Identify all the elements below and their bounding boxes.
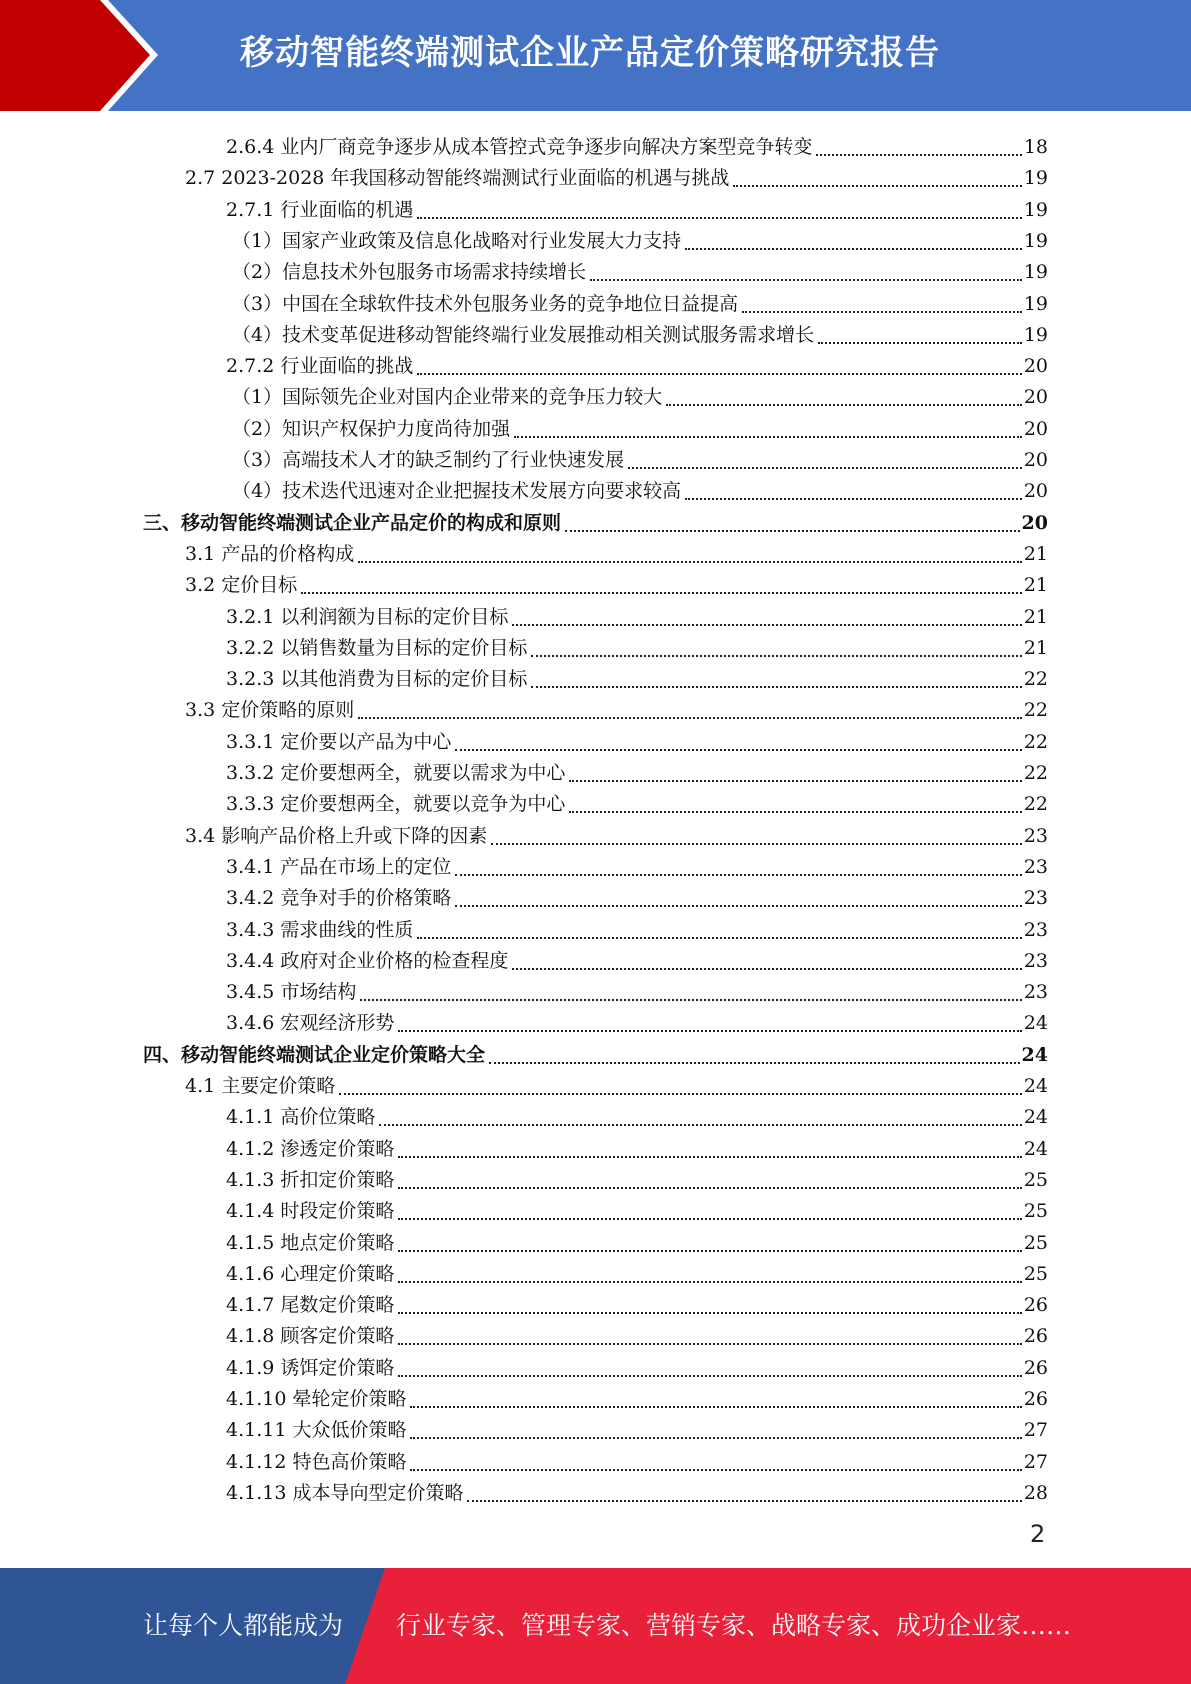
- toc-entry[interactable]: [232, 285, 1048, 316]
- toc-entry-page: 24: [1023, 1137, 1048, 1160]
- toc-entry[interactable]: [143, 1036, 1048, 1067]
- toc-entry-title: 3.2.1 以利润额为目标的定价目标: [226, 605, 509, 628]
- toc-entry-title: （3）中国在全球软件技术外包服务业务的竞争地位日益提高: [232, 292, 739, 315]
- toc-dot-leader: [417, 195, 1021, 219]
- footer-slogan-right: 行业专家、管理专家、营销专家、战略专家、成功企业家……: [396, 1611, 1072, 1640]
- toc-entry-title: 3.3 定价策略的原则: [185, 699, 355, 722]
- toc-dot-leader: [398, 1008, 1021, 1032]
- toc-entry[interactable]: [226, 942, 1048, 973]
- toc-entry[interactable]: [226, 1255, 1048, 1286]
- toc-entry[interactable]: [226, 973, 1048, 1004]
- report-title: 移动智能终端测试企业产品定价策略研究报告: [240, 33, 940, 73]
- toc-dot-leader: [491, 821, 1022, 845]
- toc-entry-page: 27: [1023, 1419, 1048, 1442]
- toc-entry-title: 4.1.12 特色高价策略: [226, 1450, 407, 1473]
- toc-dot-leader: [569, 789, 1021, 813]
- toc-entry-title: （4）技术变革促进移动智能终端行业发展推动相关测试服务需求增长: [232, 323, 815, 346]
- toc-entry[interactable]: [226, 1317, 1048, 1348]
- toc-entry-title: 3.4.6 宏观经济形势: [226, 1012, 395, 1035]
- toc-dot-leader: [816, 132, 1021, 156]
- toc-entry-page: 22: [1023, 793, 1048, 816]
- page-footer: [0, 1568, 1191, 1684]
- toc-entry[interactable]: [232, 441, 1048, 472]
- toc-entry[interactable]: [226, 911, 1048, 942]
- toc-entry[interactable]: [226, 347, 1048, 378]
- toc-entry-title: 4.1.7 尾数定价策略: [226, 1294, 395, 1317]
- toc-dot-leader: [398, 1259, 1021, 1283]
- toc-dot-leader: [358, 695, 1022, 719]
- toc-entry-page: 23: [1023, 981, 1048, 1004]
- toc-entry[interactable]: [226, 1098, 1048, 1129]
- toc-entry[interactable]: [232, 410, 1048, 441]
- toc-entry[interactable]: [226, 1474, 1048, 1505]
- toc-entry-title: 3.3.2 定价要想两全，就要以需求为中心: [226, 762, 566, 784]
- toc-entry-page: 19: [1023, 292, 1048, 315]
- toc-entry-page: 28: [1023, 1481, 1048, 1504]
- toc-entry-page: 25: [1023, 1231, 1048, 1254]
- toc-entry-page: 25: [1023, 1200, 1048, 1223]
- toc-entry-title: 3.2.3 以其他消费为目标的定价目标: [226, 668, 528, 691]
- toc-entry-page: 24: [1023, 1106, 1048, 1129]
- toc-dot-leader: [628, 445, 1022, 469]
- toc-entry[interactable]: [226, 879, 1048, 910]
- toc-dot-leader: [455, 883, 1021, 907]
- toc-entry-page: 21: [1023, 605, 1048, 628]
- toc-entry[interactable]: [232, 472, 1048, 503]
- toc-dot-leader: [398, 1165, 1021, 1189]
- toc-dot-leader: [398, 1290, 1021, 1314]
- toc-dot-leader: [410, 1447, 1021, 1471]
- toc-entry-title: （1）国家产业政策及信息化战略对行业发展大力支持: [232, 229, 682, 252]
- toc-entry[interactable]: [185, 159, 1048, 190]
- toc-dot-leader: [590, 257, 1022, 281]
- toc-entry[interactable]: [226, 1192, 1048, 1223]
- toc-entry-page: 19: [1023, 323, 1048, 346]
- toc-entry-title: 2.7 2023-2028 年我国移动智能终端测试行业面临的机遇与挑战: [185, 167, 730, 190]
- toc-dot-leader: [398, 1321, 1021, 1345]
- toc-entry-page: 26: [1023, 1388, 1048, 1410]
- toc-entry-title: 3.4.2 竞争对手的价格策略: [226, 887, 452, 910]
- toc-entry[interactable]: [185, 566, 1048, 597]
- toc-entry[interactable]: [226, 754, 1048, 785]
- toc-entry-page: 22: [1023, 699, 1048, 722]
- toc-entry[interactable]: [143, 504, 1048, 535]
- toc-entry-title: 4.1.11 大众低价策略: [226, 1419, 407, 1442]
- toc-entry-page: 27: [1023, 1450, 1048, 1473]
- toc-entry[interactable]: [226, 1380, 1048, 1411]
- toc-entry-page: 24: [1021, 1043, 1048, 1066]
- toc-entry-page: 19: [1023, 167, 1048, 190]
- toc-entry-title: 4.1.5 地点定价策略: [226, 1231, 395, 1254]
- toc-entry-title: （3）高端技术人才的缺乏制约了行业快速发展: [232, 449, 625, 471]
- page-number: 2: [1030, 1520, 1046, 1548]
- toc-entry-page: 23: [1023, 855, 1048, 878]
- toc-entry-page: 25: [1023, 1262, 1048, 1285]
- toc-entry[interactable]: [232, 253, 1048, 284]
- toc-entry[interactable]: [226, 128, 1048, 159]
- toc-entry-page: 22: [1023, 730, 1048, 753]
- toc-entry-title: 3.1 产品的价格构成: [185, 542, 355, 565]
- toc-entry-page: 22: [1023, 762, 1048, 784]
- toc-entry[interactable]: [232, 316, 1048, 347]
- toc-entry-title: 3.3.1 定价要以产品为中心: [226, 730, 452, 753]
- toc-entry[interactable]: [226, 723, 1048, 754]
- toc-entry-page: 23: [1023, 949, 1048, 972]
- toc-dot-leader: [531, 633, 1021, 657]
- toc-dot-leader: [410, 1384, 1021, 1408]
- toc-dot-leader: [455, 852, 1021, 876]
- toc-dot-leader: [489, 1040, 1020, 1064]
- toc-dot-leader: [398, 1196, 1021, 1220]
- toc-entry[interactable]: [226, 1161, 1048, 1192]
- toc-dot-leader: [531, 664, 1021, 688]
- toc-entry[interactable]: [226, 660, 1048, 691]
- toc-dot-leader: [733, 163, 1021, 187]
- toc-entry-title: 四、移动智能终端测试企业定价策略大全: [143, 1043, 486, 1066]
- toc-dot-leader: [379, 1102, 1021, 1126]
- toc-entry[interactable]: [226, 629, 1048, 660]
- toc-entry-page: 20: [1023, 480, 1048, 503]
- toc-dot-leader: [514, 414, 1022, 438]
- toc-entry-page: 24: [1023, 1012, 1048, 1035]
- toc-dot-leader: [685, 226, 1022, 250]
- toc-entry-page: 26: [1023, 1294, 1048, 1317]
- toc-entry-page: 24: [1023, 1075, 1048, 1097]
- toc-entry[interactable]: [226, 848, 1048, 879]
- toc-entry[interactable]: [226, 191, 1048, 222]
- toc-dot-leader: [358, 539, 1022, 563]
- toc-entry[interactable]: [226, 1349, 1048, 1380]
- toc-dot-leader: [398, 1134, 1021, 1158]
- toc-entry-page: 20: [1023, 417, 1048, 440]
- toc-entry-page: 23: [1023, 824, 1048, 847]
- toc-entry-title: 4.1.2 渗透定价策略: [226, 1137, 395, 1160]
- toc-entry[interactable]: [232, 222, 1048, 253]
- toc-entry[interactable]: [226, 1286, 1048, 1317]
- toc-entry-title: 4.1.9 诱饵定价策略: [226, 1356, 395, 1379]
- toc-dot-leader: [569, 758, 1021, 782]
- toc-dot-leader: [512, 946, 1021, 970]
- toc-entry[interactable]: [185, 817, 1048, 848]
- toc-entry[interactable]: [185, 691, 1048, 722]
- toc-entry-page: 20: [1023, 386, 1048, 409]
- toc-entry-page: 21: [1023, 542, 1048, 565]
- toc-entry-title: 3.2 定价目标: [185, 574, 298, 597]
- toc-entry-page: 18: [1023, 136, 1048, 158]
- toc-entry[interactable]: [226, 1443, 1048, 1474]
- toc-entry-title: （2）信息技术外包服务市场需求持续增长: [232, 261, 587, 284]
- toc-entry-page: 26: [1023, 1356, 1048, 1379]
- toc-entry-title: （1）国际领先企业对国内企业带来的竞争压力较大: [232, 386, 663, 409]
- toc-dot-leader: [417, 915, 1021, 939]
- toc-entry-page: 23: [1023, 887, 1048, 910]
- toc-entry-title: 三、移动智能终端测试企业产品定价的构成和原则: [143, 511, 562, 534]
- toc-entry-title: 3.4 影响产品价格上升或下降的因素: [185, 824, 488, 847]
- toc-entry-page: 23: [1023, 918, 1048, 941]
- toc-dot-leader: [360, 977, 1021, 1001]
- toc-entry[interactable]: [226, 1224, 1048, 1255]
- toc-entry-title: （2）知识产权保护力度尚待加强: [232, 417, 511, 440]
- toc-entry-page: 19: [1023, 198, 1048, 221]
- toc-entry-page: 20: [1023, 449, 1048, 471]
- toc-dot-leader: [398, 1353, 1021, 1377]
- toc-entry-title: 3.4.4 政府对企业价格的检查程度: [226, 949, 509, 972]
- toc-dot-leader: [565, 508, 1020, 532]
- toc-dot-leader: [818, 320, 1022, 344]
- toc-entry-title: 3.2.2 以销售数量为目标的定价目标: [226, 636, 528, 659]
- toc-entry-title: 4.1.4 时段定价策略: [226, 1200, 395, 1223]
- page-header: [0, 0, 1191, 111]
- toc-entry[interactable]: [226, 1411, 1048, 1442]
- toc-entry-page: 19: [1023, 229, 1048, 252]
- toc-entry-title: 3.4.1 产品在市场上的定位: [226, 855, 452, 878]
- toc-entry-page: 25: [1023, 1168, 1048, 1191]
- toc-entry-title: 4.1.6 心理定价策略: [226, 1262, 395, 1285]
- toc-entry-title: 3.4.5 市场结构: [226, 981, 357, 1004]
- toc-dot-leader: [512, 602, 1021, 626]
- toc-entry[interactable]: [226, 785, 1048, 816]
- toc-entry-page: 20: [1023, 355, 1048, 378]
- toc-entry-title: 4.1.8 顾客定价策略: [226, 1325, 395, 1348]
- toc-entry-page: 21: [1023, 574, 1048, 597]
- toc-dot-leader: [742, 289, 1022, 313]
- toc-entry-title: 3.4.3 需求曲线的性质: [226, 918, 414, 941]
- toc-entry-title: 4.1.10 晕轮定价策略: [226, 1388, 407, 1410]
- toc-dot-leader: [410, 1415, 1021, 1439]
- toc-dot-leader: [301, 570, 1022, 594]
- toc-dot-leader: [455, 727, 1021, 751]
- toc-entry-title: 2.7.2 行业面临的挑战: [226, 355, 414, 378]
- toc-entry-title: 2.6.4 业内厂商竞争逐步从成本管控式竞争逐步向解决方案型竞争转变: [226, 136, 813, 158]
- footer-slogan-left: 让每个人都能成为: [143, 1611, 344, 1640]
- toc-dot-leader: [398, 1228, 1021, 1252]
- toc-dot-leader: [666, 382, 1022, 406]
- toc-entry[interactable]: [226, 1004, 1048, 1035]
- toc-entry[interactable]: [185, 1067, 1048, 1098]
- toc-dot-leader: [467, 1478, 1021, 1502]
- toc-entry-page: 22: [1023, 668, 1048, 691]
- toc-entry[interactable]: [226, 598, 1048, 629]
- toc-entry-page: 19: [1023, 261, 1048, 284]
- toc-entry-page: 20: [1021, 511, 1048, 534]
- toc-entry[interactable]: [232, 378, 1048, 409]
- toc-entry-title: 4.1 主要定价策略: [185, 1075, 336, 1097]
- toc-dot-leader: [417, 351, 1021, 375]
- toc-entry-page: 26: [1023, 1325, 1048, 1348]
- toc-entry[interactable]: [226, 1130, 1048, 1161]
- toc-entry-title: 4.1.13 成本导向型定价策略: [226, 1481, 464, 1504]
- toc-entry-page: 21: [1023, 636, 1048, 659]
- toc-entry-title: 3.3.3 定价要想两全，就要以竞争为中心: [226, 793, 566, 816]
- toc-entry-title: 4.1.3 折扣定价策略: [226, 1168, 395, 1191]
- toc-dot-leader: [339, 1071, 1022, 1095]
- toc-entry-title: 4.1.1 高价位策略: [226, 1106, 376, 1129]
- toc-dot-leader: [685, 476, 1022, 500]
- toc-entry[interactable]: [185, 535, 1048, 566]
- toc-entry-title: （4）技术迭代迅速对企业把握技术发展方向要求较高: [232, 480, 682, 503]
- toc-entry-title: 2.7.1 行业面临的机遇: [226, 198, 414, 221]
